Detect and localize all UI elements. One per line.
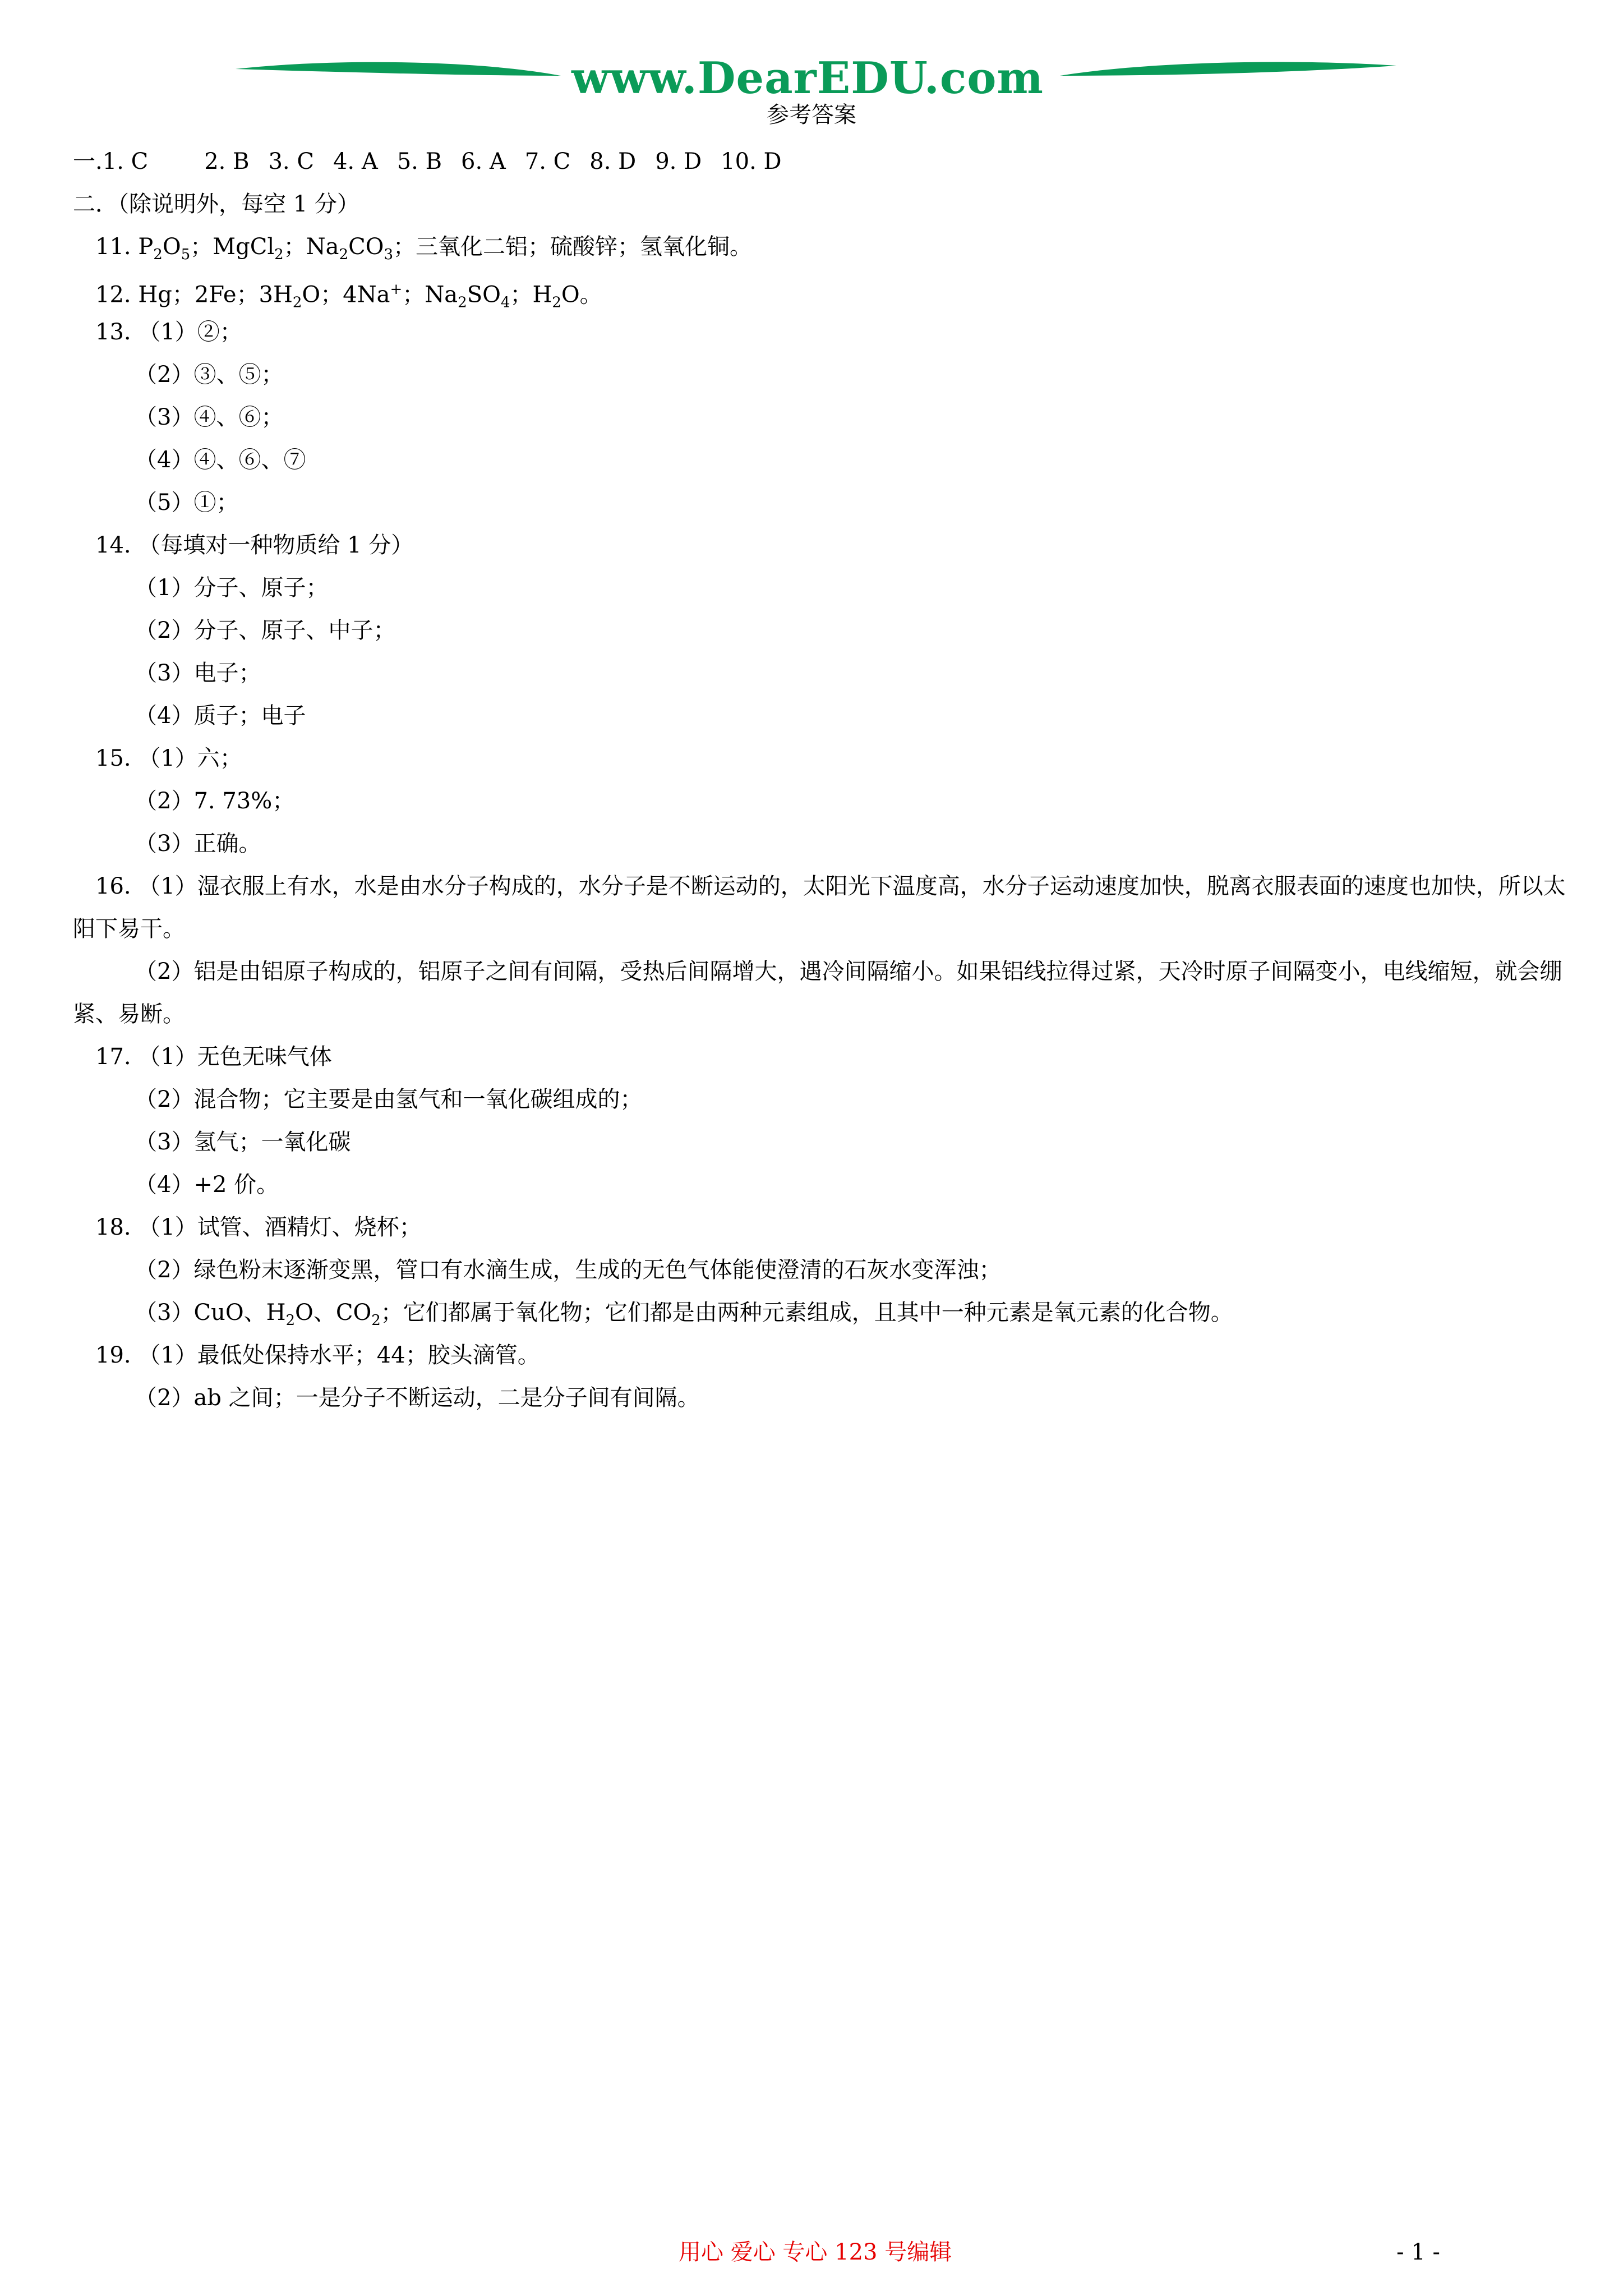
q14-item-2: （2）分子、原子、中子； bbox=[135, 618, 396, 643]
q18-item-3: （3）CuO、$H_2O$、$CO_2$；它们都属于氧化物；它们都是由两种元素组成，且其中一种元素是氧元素的化合物。 bbox=[135, 1300, 1233, 1329]
q15-answer: 15. （1）六； bbox=[95, 746, 242, 771]
q18-item-2: （2）绿色粉末逐渐变黑，管口有水滴生成，生成的无色气体能使澄清的石灰水变浑浊； bbox=[135, 1257, 1002, 1283]
answer-content bbox=[73, 140, 1576, 1419]
mc-answer-10: 10. D bbox=[721, 149, 782, 174]
q14-item-3: （3）电子； bbox=[135, 660, 261, 686]
q15-item-2: （2）7. 73%； bbox=[135, 788, 295, 814]
footer-slogan: 用心 爱心 专心 123 号编辑 bbox=[679, 2239, 952, 2265]
q15-item-3: （3）正确。 bbox=[135, 831, 261, 857]
page-footer bbox=[0, 2235, 1623, 2269]
q13-item-5: （5）①； bbox=[135, 490, 239, 516]
page-number: - 1 - bbox=[1396, 2239, 1440, 2265]
q11-answer: 11. $P_2O_5$；MgCl$_2$；$Na_2CO_3$；三氧化二铝；硫酸锌；氢氧化铜。 bbox=[95, 234, 753, 263]
q17-item-4: （4）+2 价。 bbox=[135, 1172, 279, 1198]
right-swoosh-decoration bbox=[1060, 53, 1396, 93]
q16-paragraph-2: （2）铝是由铝原子构成的，铝原子之间有间隔，受热后间隔增大，遇冷间隔缩小。如果铝线拉得过紧，天冷时原子间隔变小，电线缩短，就会绷紧、易断。 bbox=[73, 959, 1562, 1027]
q13-item-2: （2）③、⑤； bbox=[135, 362, 284, 388]
section-2-heading: 二．（除说明外，每空 1 分） bbox=[73, 191, 359, 217]
mc-answer-7: 7. C bbox=[524, 149, 571, 174]
q14-note: 14. （每填对一种物质给 1 分） bbox=[95, 532, 414, 558]
q17-answer: 17. （1）无色无味气体 bbox=[95, 1044, 332, 1070]
q13-answer: 13. （1）②； bbox=[95, 319, 242, 345]
q18-answer: 18. （1）试管、酒精灯、烧杯； bbox=[95, 1214, 422, 1240]
mc-answer-9: 9. D bbox=[655, 149, 702, 174]
mc-answer-8: 8. D bbox=[589, 149, 637, 174]
left-swoosh-decoration bbox=[236, 53, 561, 93]
header-banner bbox=[0, 53, 1623, 104]
q19-answer: 19. （1）最低处保持水平；44；胶头滴管。 bbox=[95, 1342, 540, 1368]
mc-answer-1: 1. C bbox=[102, 149, 149, 174]
mc-answer-5: 5. B bbox=[396, 149, 442, 174]
q16-paragraph-1: 16. （1）湿衣服上有水，水是由水分子构成的，水分子是不断运动的，太阳光下温度高，水分子运动速度加快，脱离衣服表面的速度也加快，所以太阳下易干。 bbox=[73, 873, 1566, 942]
mc-answer-6: 6. A bbox=[461, 149, 506, 174]
q13-item-4: （4）④、⑥、⑦ bbox=[135, 447, 306, 473]
site-logo bbox=[555, 53, 1060, 104]
q19-item-2: （2）ab 之间；一是分子不断运动，二是分子间有间隔。 bbox=[135, 1385, 700, 1411]
mc-prefix: 一. bbox=[73, 149, 103, 174]
q17-item-2: （2）混合物；它主要是由氢气和一氧化碳组成的； bbox=[135, 1087, 643, 1112]
logo-text: www.DearEDU.com bbox=[571, 53, 1044, 104]
mc-answer-3: 3. C bbox=[268, 149, 314, 174]
q12-answer: 12. Hg；2Fe；$3H_2O$；4Na+；$Na_2SO_4$；$H_2O$。 bbox=[95, 281, 602, 311]
q17-item-3: （3）氢气；一氧化碳 bbox=[135, 1129, 351, 1155]
mc-answer-4: 4. A bbox=[333, 149, 378, 174]
q14-item-4: （4）质子；电子 bbox=[135, 703, 306, 729]
q13-item-3: （3）④、⑥； bbox=[135, 404, 284, 430]
q14-item-1: （1）分子、原子； bbox=[135, 575, 329, 601]
page-title: 参考答案 bbox=[767, 102, 856, 128]
mc-answer-2: 2. B bbox=[204, 149, 250, 174]
multiple-choice-answers bbox=[73, 140, 1576, 183]
